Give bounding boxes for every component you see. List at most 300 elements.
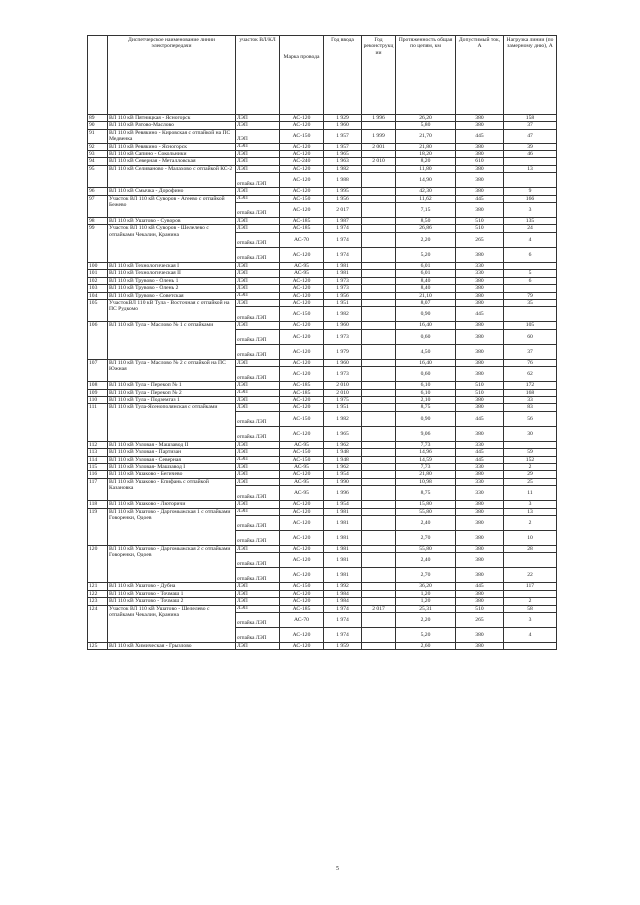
load-cell: 33 [504,396,557,403]
table-header-row [88,36,557,115]
table-row [88,396,557,403]
line-name-cell: ВЛ 110 кВ Узловая - Машзавод II [108,441,236,448]
length-cell: 4,50 [396,344,456,359]
table-row [88,382,557,389]
line-name-cell: ВЛ 110 кВ Селиваново - Малахово с отпайкой КС-2 [108,165,236,187]
length-cell: 14,96 [396,449,456,456]
reconstruction-year-cell [362,329,396,344]
allowed-current-cell: 380 [456,501,504,508]
year-cell: 1 982 [324,307,362,322]
row-number-cell: 125 [88,643,108,650]
line-name-cell: ВЛ 110 кВ Ревякино - Кировская с отпайкой на ПС Медвенка [108,129,236,143]
segment-type-cell: отпайка ЛЭП [236,367,280,382]
line-name-cell: ВЛ 110 кВ Ревякино - Ясногорск [108,143,236,150]
year-cell: 1 992 [324,583,362,590]
wire-brand-cell: АС-95 [280,478,324,485]
reconstruction-year-cell [362,270,396,277]
segment-type-cell: отпайка ЛЭП [236,486,280,501]
year-cell: 1 965 [324,426,362,441]
load-cell: 3 [504,501,557,508]
wire-brand-cell: АС-185 [280,382,324,389]
year-cell: 1 960 [324,322,362,329]
allowed-current-cell: 380 [456,299,504,306]
length-cell: 21,80 [396,471,456,478]
year-cell: 1 951 [324,404,362,411]
row-number-cell: 89 [88,115,108,122]
row-number-cell: 107 [88,359,108,381]
length-cell: 14,90 [396,173,456,188]
year-cell: 1 973 [324,367,362,382]
line-name-cell: ВЛ 110 кВ Технологическая I [108,262,236,269]
allowed-current-cell: 380 [456,531,504,546]
length-cell: 1,20 [396,590,456,597]
table-body [88,115,557,650]
length-cell: 2,70 [396,531,456,546]
reconstruction-year-cell [362,426,396,441]
reconstruction-year-cell [362,478,396,485]
row-number-cell: 102 [88,277,108,284]
table-row [88,546,557,553]
length-cell: 21,80 [396,143,456,150]
year-cell: 1 982 [324,165,362,172]
segment-type-cell: ЛЭП [236,225,280,232]
reconstruction-year-cell [362,122,396,129]
load-cell [504,307,557,322]
reconstruction-year-cell [362,613,396,628]
reconstruction-year-cell [362,262,396,269]
line-name-cell: ВЛ 110 кВ Тула - Маслово № 2 с отпайкой на ПС Южная [108,359,236,381]
wire-brand-cell: АС-120 [280,344,324,359]
segment-type-cell: отпайка ЛЭП [236,516,280,531]
load-cell: 105 [504,322,557,329]
segment-type-cell: ЛЭП [236,158,280,165]
segment-type-cell: ЛЭП [236,471,280,478]
line-name-cell: ВЛ 110 кВ Трувово - Олень 2 [108,285,236,292]
row-number-cell: 117 [88,478,108,500]
reconstruction-year-cell [362,367,396,382]
wire-brand-cell: АС-120 [280,367,324,382]
segment-type-cell: отпайка ЛЭП [236,531,280,546]
segment-type-cell: ЛЭП [236,143,280,150]
reconstruction-year-cell [362,583,396,590]
segment-type-cell: ЛЭП [236,151,280,158]
length-cell: 0,60 [396,329,456,344]
wire-brand-cell: АС-120 [280,122,324,129]
reconstruction-year-cell [362,546,396,553]
allowed-current-cell: 445 [456,583,504,590]
length-cell: 7,73 [396,463,456,470]
segment-type-cell: отпайка ЛЭП [236,344,280,359]
load-cell: 58 [504,605,557,612]
wire-brand-cell: АС-120 [280,277,324,284]
length-cell: 15,80 [396,501,456,508]
length-cell: 14,59 [396,456,456,463]
reconstruction-year-cell [362,359,396,366]
length-cell: 36,20 [396,583,456,590]
table-row [88,456,557,463]
page-number: 5 [336,866,339,872]
load-cell: 56 [504,411,557,426]
document-sheet [87,35,556,650]
row-number-cell: 95 [88,165,108,187]
line-name-cell: ВЛ 110 кВ Трувово - Советская [108,292,236,299]
row-number-cell: 103 [88,285,108,292]
line-name-cell: ВЛ 110 кВ Северная - Металловская [108,158,236,165]
table-row [88,449,557,456]
length-cell: 21,70 [396,129,456,143]
segment-type-cell: ЛЭП [236,299,280,306]
load-cell: 25 [504,478,557,485]
segment-type-cell: отпайка ЛЭП [236,307,280,322]
load-cell: 37 [504,122,557,129]
row-number-cell: 111 [88,404,108,441]
table-row [88,285,557,292]
length-cell: 26,86 [396,225,456,232]
reconstruction-year-cell [362,218,396,225]
allowed-current-cell: 380 [456,277,504,284]
segment-type-cell: ЛЭП [236,605,280,612]
reconstruction-year-cell [362,441,396,448]
load-cell [504,441,557,448]
row-number-cell: 99 [88,225,108,262]
load-cell: 3 [504,203,557,218]
reconstruction-year-cell: 2 017 [362,605,396,612]
reconstruction-year-cell [362,501,396,508]
wire-brand-cell: АС-120 [280,404,324,411]
line-name-cell: ВЛ 110 кВ Ушатово - Точмаш 2 [108,598,236,605]
year-cell: 1 974 [324,247,362,262]
allowed-current-cell: 380 [456,628,504,643]
row-number-cell: 109 [88,389,108,396]
wire-brand-cell: АС-240 [280,158,324,165]
reconstruction-year-cell [362,449,396,456]
wire-brand-cell: АС-120 [280,299,324,306]
load-cell: 46 [504,151,557,158]
length-cell: 26,20 [396,115,456,122]
reconstruction-year-cell [362,553,396,568]
wire-brand-cell: АС-70 [280,613,324,628]
length-cell: 7,15 [396,203,456,218]
year-cell: 1 988 [324,173,362,188]
reconstruction-year-cell [362,598,396,605]
table-row [88,389,557,396]
reconstruction-year-cell [362,165,396,172]
allowed-current-cell: 380 [456,344,504,359]
table-row [88,471,557,478]
allowed-current-cell: 445 [456,411,504,426]
row-number-cell: 105 [88,299,108,321]
load-cell: 135 [504,218,557,225]
length-cell: 2,40 [396,553,456,568]
segment-type-cell: ЛЭП [236,501,280,508]
year-cell: 2 010 [324,389,362,396]
reconstruction-year-cell: 2 010 [362,158,396,165]
year-cell: 1 981 [324,531,362,546]
allowed-current-cell: 380 [456,396,504,403]
line-name-cell: ВЛ 110 кВ Узловая - Партизан [108,449,236,456]
segment-type-cell: отпайка ЛЭП [236,553,280,568]
segment-type-cell: ЛЭП [236,449,280,456]
load-cell [504,262,557,269]
table-row [88,463,557,470]
allowed-current-cell: 510 [456,218,504,225]
segment-type-cell: ЛЭП [236,590,280,597]
table-row [88,605,557,612]
load-cell: 29 [504,471,557,478]
table-row [88,129,557,143]
table-row [88,115,557,122]
line-name-cell: ВЛ 110 кВ Ушаково - Епифань с отпайкой Казановка [108,478,236,500]
wire-brand-cell: АС-95 [280,463,324,470]
length-cell: 11,80 [396,165,456,172]
allowed-current-cell: 265 [456,613,504,628]
allowed-current-cell: 380 [456,426,504,441]
wire-brand-cell: АС-120 [280,151,324,158]
allowed-current-cell: 510 [456,605,504,612]
load-cell: 37 [504,344,557,359]
segment-type-cell: ЛЭП [236,404,280,411]
allowed-current-cell: 380 [456,188,504,195]
line-name-cell: ВЛ 110 кВ Сапино - Сокольники [108,151,236,158]
reconstruction-year-cell [362,188,396,195]
year-cell: 1 973 [324,277,362,284]
allowed-current-cell: 330 [456,262,504,269]
load-cell: 30 [504,426,557,441]
segment-type-cell: отпайка ЛЭП [236,173,280,188]
table-row [88,441,557,448]
segment-type-cell: ЛЭП [236,270,280,277]
wire-brand-cell: АС-120 [280,285,324,292]
year-cell: 1 981 [324,553,362,568]
allowed-current-cell: 445 [456,129,504,143]
allowed-current-cell: 330 [456,478,504,485]
segment-type-cell: ЛЭП [236,463,280,470]
table-row [88,359,557,366]
col-header-number [88,36,108,115]
load-cell: 11 [504,486,557,501]
length-cell: 16,40 [396,322,456,329]
load-cell: 28 [504,546,557,553]
allowed-current-cell: 380 [456,285,504,292]
col-header-load: Нагрузка линии (по замерному дню), А [504,36,557,115]
year-cell: 1 996 [324,486,362,501]
allowed-current-cell: 380 [456,553,504,568]
table-row [88,590,557,597]
load-cell [504,285,557,292]
table-row [88,143,557,150]
year-cell: 1 984 [324,590,362,597]
row-number-cell: 112 [88,441,108,448]
row-number-cell: 119 [88,508,108,545]
segment-type-cell: ЛЭП [236,382,280,389]
load-cell: 166 [504,195,557,202]
year-cell: 1 974 [324,605,362,612]
load-cell: 5 [504,270,557,277]
segment-type-cell: ЛЭП [236,195,280,202]
year-cell: 1 995 [324,188,362,195]
row-number-cell: 96 [88,188,108,195]
load-cell: 39 [504,143,557,150]
segment-type-cell: отпайка ЛЭП [236,613,280,628]
allowed-current-cell: 445 [456,195,504,202]
year-cell: 1 981 [324,508,362,515]
reconstruction-year-cell [362,516,396,531]
load-cell: 168 [504,389,557,396]
allowed-current-cell: 380 [456,359,504,366]
year-cell: 1 959 [324,643,362,650]
row-number-cell: 123 [88,598,108,605]
reconstruction-year-cell [362,389,396,396]
wire-brand-cell: АС-120 [280,546,324,553]
segment-type-cell: ЛЭП [236,583,280,590]
allowed-current-cell: 380 [456,590,504,597]
wire-brand-cell: АС-70 [280,232,324,247]
reconstruction-year-cell [362,643,396,650]
table-row [88,218,557,225]
length-cell: 2,20 [396,613,456,628]
power-lines-table [87,35,557,650]
load-cell: 4 [504,232,557,247]
load-cell: 152 [504,456,557,463]
length-cell: 5,20 [396,247,456,262]
year-cell: 1 973 [324,285,362,292]
wire-brand-cell: АС-120 [280,508,324,515]
allowed-current-cell: 380 [456,598,504,605]
reconstruction-year-cell [362,531,396,546]
wire-brand-cell: АС-95 [280,441,324,448]
wire-brand-cell: АС-120 [280,590,324,597]
segment-type-cell: отпайка ЛЭП [236,628,280,643]
wire-brand-cell: АС-120 [280,322,324,329]
line-name-cell: Участок ВЛ 110 кВ Ушатово - Шелелево с отпайками Чекалин, Кранина [108,605,236,642]
wire-brand-cell: АС-120 [280,247,324,262]
reconstruction-year-cell [362,411,396,426]
row-number-cell: 118 [88,501,108,508]
row-number-cell: 114 [88,456,108,463]
reconstruction-year-cell [362,463,396,470]
year-cell: 1 951 [324,299,362,306]
length-cell: 7,73 [396,441,456,448]
segment-type-cell: отпайка ЛЭП [236,247,280,262]
load-cell: 13 [504,165,557,172]
segment-type-cell: ЛЭП [236,292,280,299]
segment-type-cell: ЛЭП [236,262,280,269]
allowed-current-cell: 380 [456,516,504,531]
length-cell: 8,75 [396,404,456,411]
year-cell: 1 954 [324,501,362,508]
reconstruction-year-cell [362,628,396,643]
year-cell: 1 975 [324,396,362,403]
segment-type-cell: ЛЭП [236,277,280,284]
year-cell: 1 990 [324,478,362,485]
year-cell: 1 965 [324,151,362,158]
allowed-current-cell: 445 [456,449,504,456]
load-cell: 158 [504,115,557,122]
load-cell: 2 [504,516,557,531]
col-header-year: Год ввода [324,36,362,115]
col-header-wire: Марка провода [280,36,324,115]
segment-type-cell: отпайка ЛЭП [236,426,280,441]
table-row [88,583,557,590]
wire-brand-cell: АС-120 [280,115,324,122]
year-cell: 2 010 [324,382,362,389]
load-cell [504,553,557,568]
length-cell: 8,40 [396,277,456,284]
reconstruction-year-cell [362,456,396,463]
length-cell: 6,01 [396,270,456,277]
segment-type-cell: ЛЭП [236,285,280,292]
wire-brand-cell: АС-120 [280,143,324,150]
reconstruction-year-cell [362,486,396,501]
segment-type-cell: ЛЭП [236,598,280,605]
line-name-cell: ВЛ 110 кВ Технологическая II [108,270,236,277]
length-cell: 8,50 [396,218,456,225]
load-cell [504,643,557,650]
year-cell: 1 957 [324,129,362,143]
row-number-cell: 93 [88,151,108,158]
table-row [88,158,557,165]
length-cell: 8,20 [396,158,456,165]
segment-type-cell: ЛЭП [236,456,280,463]
year-cell: 1 982 [324,411,362,426]
year-cell: 1 962 [324,441,362,448]
year-cell: 1 979 [324,344,362,359]
length-cell: 55,80 [396,508,456,515]
table-row [88,322,557,329]
table-row [88,478,557,485]
allowed-current-cell: 510 [456,225,504,232]
reconstruction-year-cell [362,225,396,232]
load-cell: 9 [504,188,557,195]
row-number-cell: 92 [88,143,108,150]
reconstruction-year-cell [362,292,396,299]
segment-type-cell: ЛЭП [236,478,280,485]
allowed-current-cell: 445 [456,456,504,463]
length-cell: 2,20 [396,232,456,247]
reconstruction-year-cell [362,590,396,597]
load-cell: 2 [504,598,557,605]
allowed-current-cell: 380 [456,471,504,478]
length-cell: 9,06 [396,426,456,441]
length-cell: 16,40 [396,359,456,366]
table-row [88,151,557,158]
reconstruction-year-cell [362,568,396,583]
segment-type-cell: ЛЭП [236,643,280,650]
allowed-current-cell: 380 [456,508,504,515]
row-number-cell: 110 [88,396,108,403]
year-cell: 1 981 [324,546,362,553]
reconstruction-year-cell: 2 001 [362,143,396,150]
year-cell: 1 960 [324,122,362,129]
table-row [88,501,557,508]
table-row [88,270,557,277]
row-number-cell: 90 [88,122,108,129]
table-row [88,299,557,306]
line-name-cell: ВЛ 110 кВ Ратово-Маслово [108,122,236,129]
year-cell: 1 974 [324,613,362,628]
allowed-current-cell: 380 [456,322,504,329]
row-number-cell: 94 [88,158,108,165]
year-cell: 1 974 [324,225,362,232]
line-name-cell: ВЛ 110 кВ Смычка - Дорофино [108,188,236,195]
line-name-cell: ВЛ 110 кВ Ушаково - Люторичи [108,501,236,508]
allowed-current-cell: 510 [456,382,504,389]
col-header-segment: участок ВЛ/КЛ [236,36,280,115]
allowed-current-cell: 380 [456,122,504,129]
segment-type-cell: ЛЭП [236,188,280,195]
reconstruction-year-cell [362,396,396,403]
length-cell: 11,62 [396,195,456,202]
